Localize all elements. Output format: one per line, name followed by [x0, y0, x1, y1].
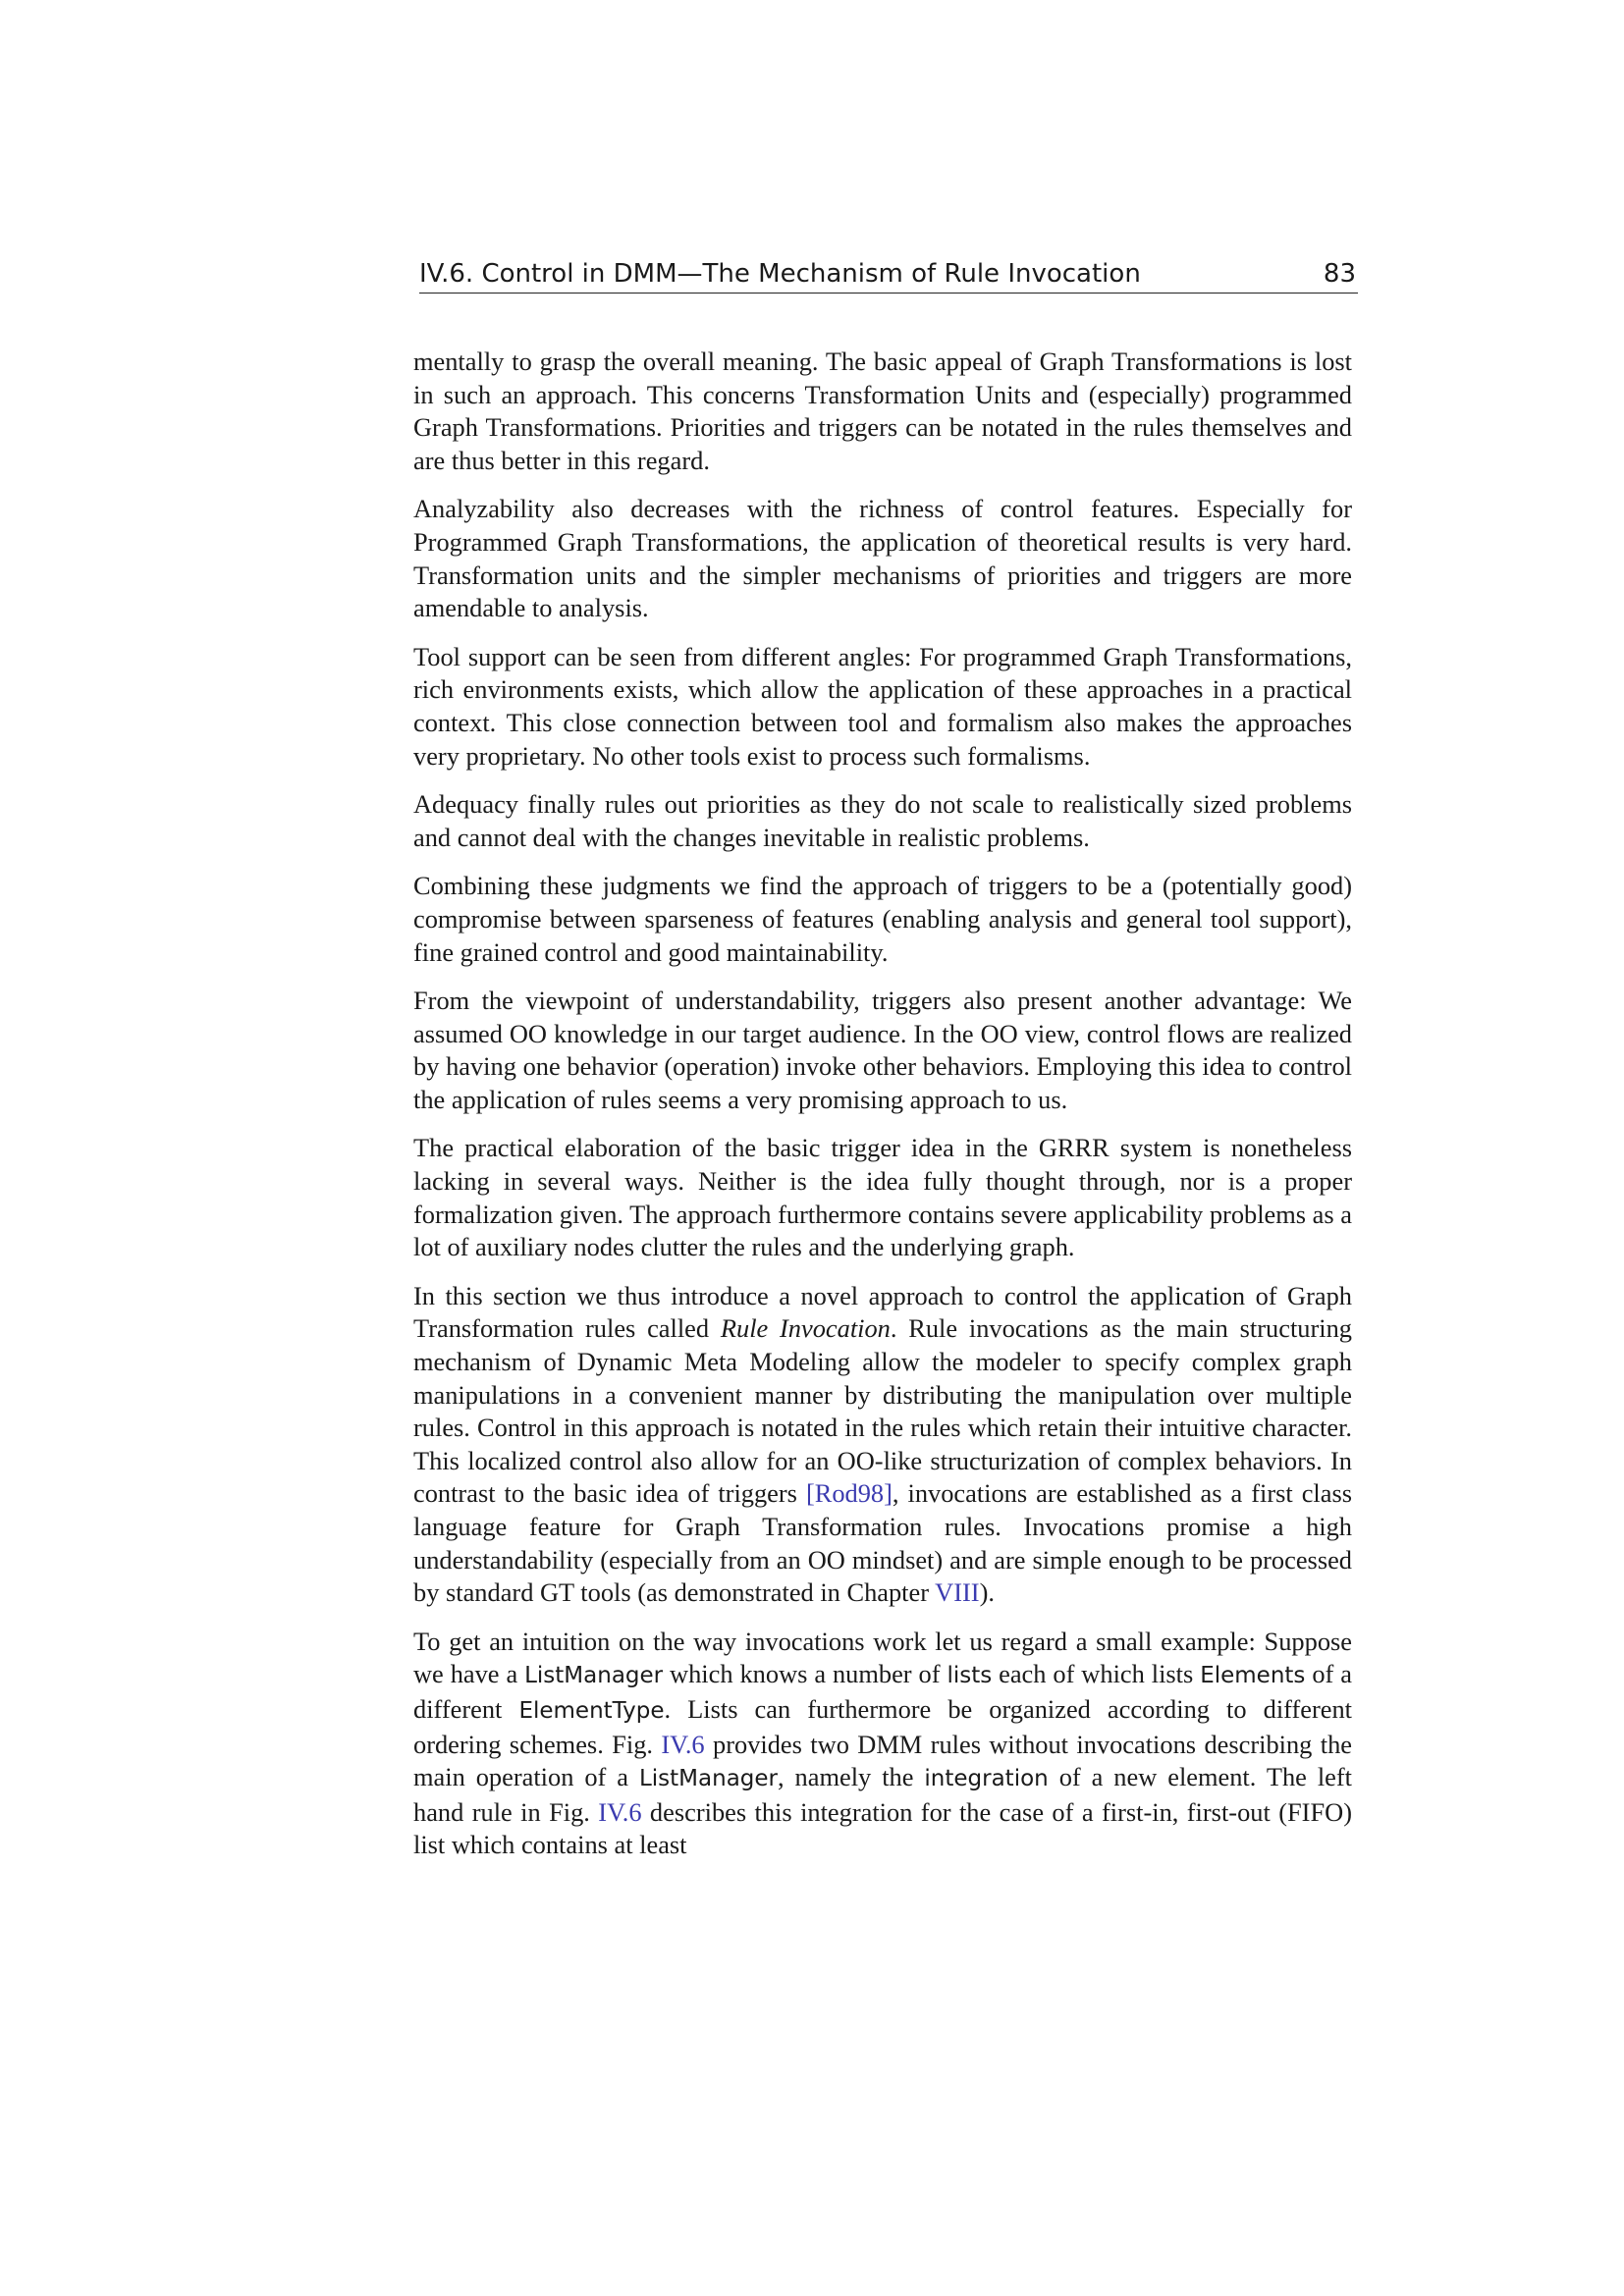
paragraph-8 [413, 1280, 1352, 1610]
chapter-link-viii[interactable]: VIII [935, 1577, 980, 1608]
term-listmanager: ListManager [524, 1663, 664, 1689]
paragraph-7: The practical elaboration of the basic trigger idea in the GRRR system is nonetheless lacking in several ways. Neither is the idea fully thought through, nor is a proper formalization given. The approach furthermore contains severe applicability problems as a lot of auxiliary nodes clutter the rules and the underlying graph. [413, 1133, 1352, 1262]
term-elementtype: ElementType [518, 1697, 665, 1724]
paragraph-6: From the viewpoint of understandability, triggers also present another advantage: We assumed OO knowledge in our target audience. In the OO view, control flows are realized by having one behavior (operation) invoke other behaviors. Employing this idea to control the application of rules seems a very promising approach to us. [413, 986, 1352, 1114]
figure-link-iv6-second[interactable]: IV.6 [598, 1796, 642, 1827]
paragraph-9-text-g: , namely the [778, 1762, 925, 1792]
paragraph-5: Combining these judgments we find the approach of triggers to be a (potentially good) compromise between sparseness of features (enabling analysis and general tool support), fine grained control and good maintainability. [413, 871, 1352, 967]
running-title: IV.6. Control in DMM—The Mechanism of Rule Invocation [419, 259, 1141, 289]
term-integration: integration [924, 1766, 1049, 1792]
paragraph-9-text-e: . Lists can furthermore be organized according to different ordering schemes. Fig. [413, 1693, 1353, 1759]
paragraph-9-text-a: To get an intuition on the way invocations work let us regard a small example: Suppose we have a [413, 1626, 1352, 1689]
paragraph-8-text-d: ). [979, 1577, 995, 1608]
paragraph-9-text-c: each of which lists [992, 1659, 1201, 1689]
term-lists: lists [947, 1663, 993, 1689]
paragraph-2: Analyzability also decreases with the richness of control features. Especially for Programmed Graph Transformations, the application of theoretical results is very hard. Transformation units and the simpler mechanisms of priorities and triggers are more amendable to analysis. [413, 494, 1352, 623]
paragraph-8-text-a: In this section we thus introduce a novel approach to control the application of Graph Transformation rules called [413, 1280, 1352, 1344]
paragraph-9-text-d: of a different [413, 1659, 1352, 1724]
page-number: 83 [1323, 259, 1356, 289]
paragraph-8-text-b: . Rule invocations as the main structuring mechanism of Dynamic Meta Modeling allow the modeler to specify complex graph manipulations in a convenient manner by distributing the manipulation over multiple rules. Control in this approach is notated in the rules which retain their intuitive character. This localized control also allow for an OO-like structurization of complex behaviors. In contrast to the basic idea of triggers [413, 1313, 1352, 1509]
paragraph-9-text-f: provides two DMM rules without invocations describing the main operation of a [413, 1729, 1353, 1792]
figure-link-iv6-first[interactable]: IV.6 [661, 1729, 705, 1759]
body-text [413, 346, 1352, 1878]
paragraph-9 [413, 1626, 1352, 1862]
citation-link-rod98[interactable]: [Rod98] [805, 1478, 893, 1509]
rule-invocation-term: Rule Invocation [720, 1313, 891, 1344]
paragraph-9-text-b: which knows a number of [663, 1659, 947, 1689]
paragraph-8-text-c: , invocations are established as a first class language feature for Graph Transformation rules. Invocations promise a high understandability (especially from an OO mindset) and are simple enough to be processed by standard GT tools (as demonstrated in Chapter [413, 1478, 1352, 1608]
term-elements: Elements [1200, 1663, 1306, 1689]
paragraph-4: Adequacy finally rules out priorities as they do not scale to realistically sized problems and cannot deal with the changes inevitable in realistic problems. [413, 789, 1352, 852]
paragraph-3: Tool support can be seen from different angles: For programmed Graph Transformations, rich environments exists, which allow the application of these approaches in a practical context. This close connection between tool and formalism also makes the approaches very proprietary. No other tools exist to process such formalisms. [413, 641, 1352, 771]
paragraph-1: mentally to grasp the overall meaning. The basic appeal of Graph Transformations is lost in such an approach. This concerns Transformation Units and (especially) programmed Graph Transformations. Priorities and triggers can be notated in the rules themselves and are thus better in this regard. [413, 347, 1352, 475]
term-listmanager-2: ListManager [638, 1766, 778, 1792]
paragraph-9-text-i: describes this integration for the case of a first-in, first-out (FIFO) list which contains at least [413, 1796, 1352, 1860]
running-header [419, 257, 1358, 294]
paragraph-9-text-h: of a new element. The left hand rule in Fig. [413, 1762, 1352, 1827]
